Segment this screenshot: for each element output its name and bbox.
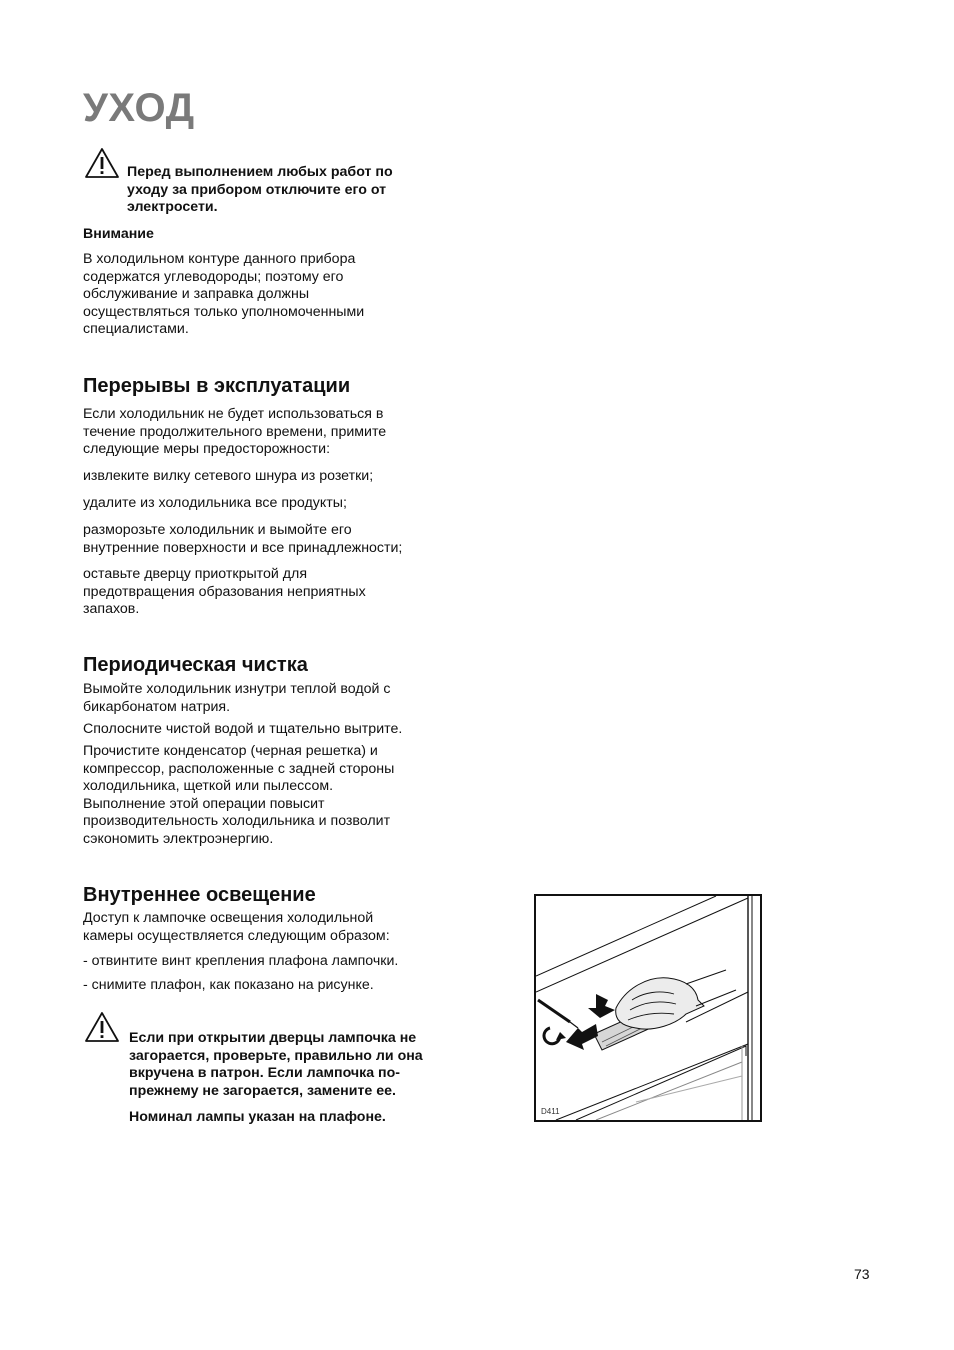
page-number: 73 <box>854 1266 870 1282</box>
text-line: оставьте дверцу приоткрытой для <box>83 566 308 582</box>
warning-lamp <box>129 1030 423 1100</box>
warning-icon <box>84 147 120 179</box>
warning-line: уходу за прибором отключите его от <box>127 181 387 198</box>
cleaning-heading: Периодическая чистка <box>83 654 308 676</box>
attention-text <box>83 251 364 339</box>
lamp-removal-drawing <box>536 896 760 1120</box>
cleaning-rinse: Сполосните чистой водой и тщательно вытрите. <box>83 721 403 737</box>
breaks-heading: Перерывы в эксплуатации <box>83 375 351 397</box>
text-line: камеры осуществляется следующим образом: <box>83 927 390 944</box>
text-line: В холодильном контуре данного прибора <box>83 251 356 267</box>
text-line: производительность холодильника и позволит <box>83 813 391 830</box>
text-line: сэкономить электроэнергию. <box>83 830 274 847</box>
text-line: предотвращения образования неприятных <box>83 583 366 600</box>
text-line: разморозьте холодильник и вымойте его <box>83 522 352 538</box>
text-line: Выполнение этой операции повысит <box>83 795 325 812</box>
text-line: холодильника, щеткой или пылессом. <box>83 778 334 795</box>
lighting-heading: Внутреннее освещение <box>83 884 316 906</box>
attention-heading: Внимание <box>83 226 154 242</box>
lighting-intro <box>83 910 390 945</box>
text-line: обслуживание и заправка должны <box>83 286 310 303</box>
text-line: течение продолжительного времени, примите <box>83 423 387 440</box>
text-line: Вымойте холодильник изнутри теплой водой с <box>83 681 391 697</box>
text-line: запахов. <box>83 601 140 618</box>
text-line: следующие меры предосторожности: <box>83 441 331 458</box>
text-line: Доступ к лампочке освещения холодильной <box>83 910 374 926</box>
breaks-step-defrost <box>83 522 402 557</box>
cleaning-wash <box>83 681 391 716</box>
breaks-step-door <box>83 566 366 619</box>
lamp-rating-note: Номинал лампы указан на плафоне. <box>129 1109 386 1125</box>
figure-code: D411 <box>541 1107 560 1116</box>
warning-disconnect <box>127 164 393 217</box>
warning-line: вкручена в патрон. Если лампочка по- <box>129 1065 401 1082</box>
page-title: УХОД <box>83 86 195 130</box>
text-line: Прочистите конденсатор (черная решетка) и <box>83 743 378 759</box>
lighting-step-screw: - отвинтите винт крепления плафона лампочки. <box>83 953 399 969</box>
text-line: специалистами. <box>83 321 189 338</box>
warning-line: Перед выполнением любых работ по <box>127 164 393 180</box>
warning-line: прежнему не загорается, замените ее. <box>129 1082 396 1099</box>
warning-line: Если при открытии дверцы лампочка не <box>129 1030 417 1046</box>
warning-icon <box>84 1011 120 1043</box>
text-line: Если холодильник не будет использоваться в <box>83 406 384 422</box>
text-line: внутренние поверхности и все принадлежности; <box>83 539 403 556</box>
text-line: бикарбонатом натрия. <box>83 698 231 715</box>
warning-line: загорается, проверьте, правильно ли она <box>129 1047 423 1064</box>
breaks-step-unplug: извлеките вилку сетевого шнура из розетки; <box>83 468 374 484</box>
text-line: осуществляться только уполномоченными <box>83 303 365 320</box>
cleaning-condenser <box>83 743 394 849</box>
breaks-intro <box>83 406 386 459</box>
breaks-step-remove-food: удалите из холодильника все продукты; <box>83 495 347 511</box>
lighting-step-cover: - снимите плафон, как показано на рисунке. <box>83 977 374 993</box>
text-line: содержатся углеводороды; поэтому его <box>83 268 344 285</box>
lamp-cover-illustration <box>534 894 762 1122</box>
text-line: компрессор, расположенные с задней стороны <box>83 760 395 777</box>
warning-line: электросети. <box>127 199 218 216</box>
